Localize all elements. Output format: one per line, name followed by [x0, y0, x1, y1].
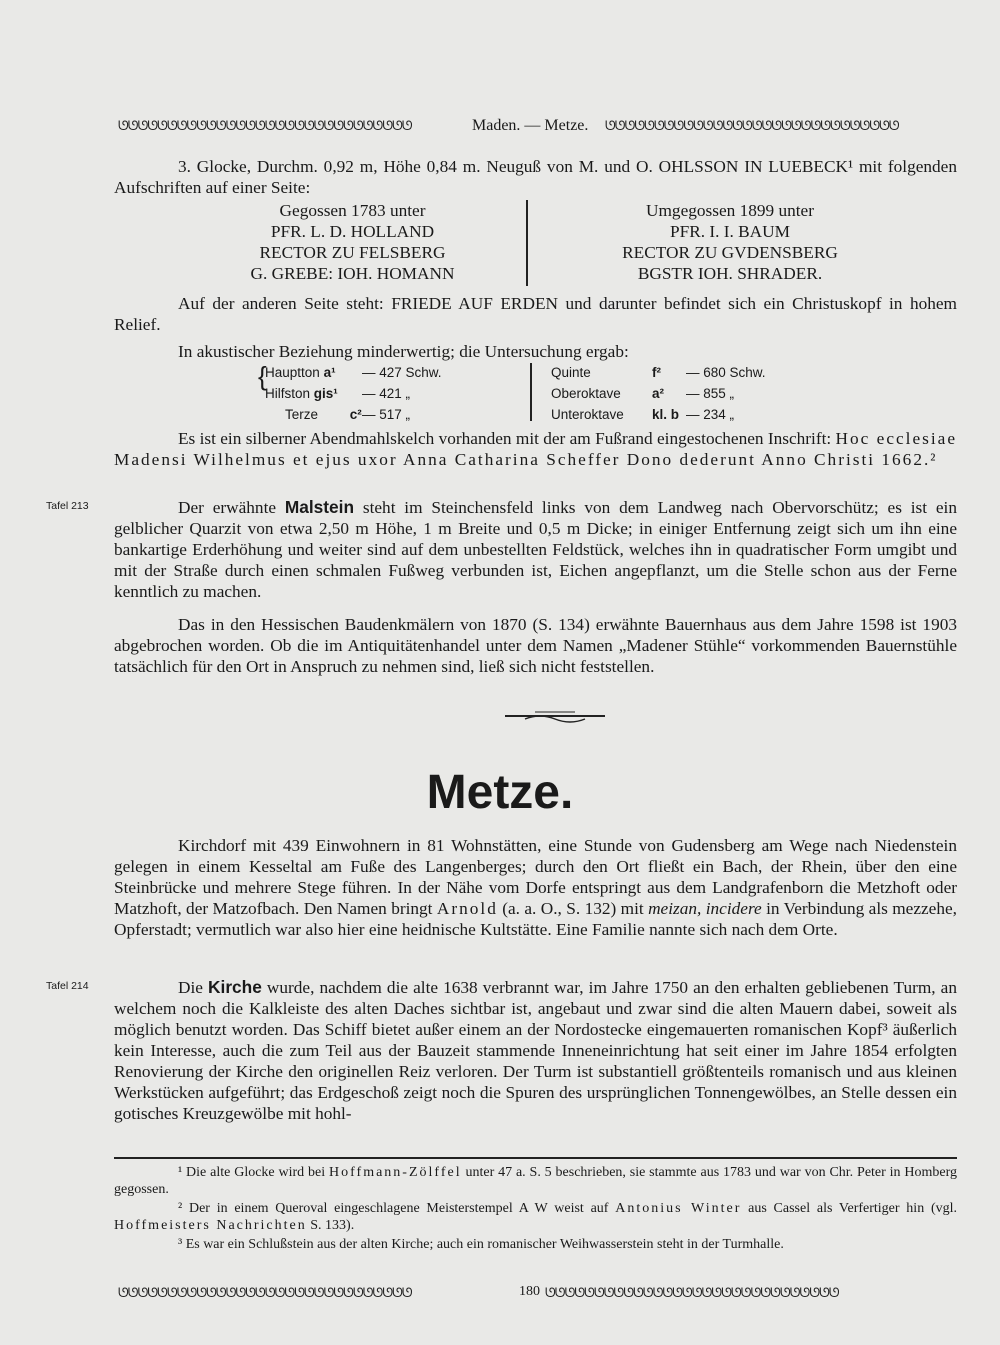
kirche-paragraph [114, 977, 957, 1124]
inscription-right-line: RECTOR ZU GVDENSBERG [622, 243, 838, 262]
tone-value: — 517 „ [362, 407, 411, 422]
footnote-text: ² Der in einem Queroval eingeschlagene Meisterstempel A W weist auf [178, 1201, 609, 1216]
tone-value: — 421 „ [362, 386, 411, 401]
tone-note: c² [349, 407, 362, 422]
running-header: Maden. — Metze. [472, 117, 589, 134]
chalice-inscription: Hoc ecclesiae Madensi Wilhelmus et ejus uxor Anna Catharina Scheffer Dono dederunt Anno Christi 1662.² [114, 429, 957, 469]
tone-note: a² [652, 386, 665, 401]
tone-value: — 234 „ [686, 407, 735, 422]
chalice-paragraph [114, 428, 957, 470]
tone-name: Oberoktave [551, 386, 621, 401]
metze-text: in Verbindung als mezzehe, Opferstadt; vermutlich war also hier eine heidnische Kultstätte. Eine Familie nannte sich nach dem Orte. [114, 899, 957, 939]
footnote-1 [114, 1164, 957, 1198]
footnote-author: Antonius Winter [615, 1201, 742, 1216]
inscription-left-line: Gegossen 1783 unter [279, 201, 426, 220]
inscription-left-line: RECTOR ZU FELSBERG [259, 243, 446, 262]
kirche-pre: Die [178, 978, 203, 997]
metze-text: (a. a. O., S. 132) mit [502, 899, 644, 918]
tone-value: — 427 Schw. [362, 365, 442, 380]
inscription-left-line: PFR. L. D. HOLLAND [270, 222, 435, 241]
tone-row [285, 406, 362, 423]
metze-intro-paragraph [114, 835, 957, 940]
footnote-text: aus Cassel als Verfertiger hin (vgl. [748, 1201, 957, 1216]
malstein-text: steht im Steinchensfeld links von dem Landweg nach Obervorschütz; es ist ein gelblicher Quarzit von etwa 2,50 m Höhe, 1 m Breite und 0,5 m Dicke; in einiger Entfernung zeigt sich um ihn eine bankartige Erderhöhung und weiter sind auf dem unbestellten Feldstück, welches ihn in quadratischer Form umgibt und mit der Straße durch einen schmalen Fußweg verbunden ist, Eichen angepflanzt, um die Stelle schon aus der Ferne kenntlich zu machen. [114, 498, 957, 601]
malstein-paragraph [114, 497, 957, 602]
header-ornament-left: ᘎᘎᘎᘎᘎᘎᘎᘎᘎᘎᘎᘎᘎᘎᘎᘎᘎᘎᘎᘎᘎᘎᘎᘎᘎᘎᘎᘎᘎᘎ [118, 118, 412, 133]
tone-name: Hauptton [265, 365, 320, 380]
bell-intro: 3. Glocke, Durchm. 0,92 m, Höhe 0,84 m. Neuguß von M. und O. OHLSSON IN LUEBECK¹ mit folgenden Aufschriften auf einer Seite: [114, 157, 957, 197]
acoustic-paragraph: In akustischer Beziehung minderwertig; die Untersuchung ergab: [178, 342, 629, 361]
tone-value: — 855 „ [686, 386, 735, 401]
tone-value: — 680 Schw. [686, 365, 766, 380]
inscription-right-line: BGSTR IOH. SHRADER. [637, 264, 823, 283]
chalice-lead: Es ist ein silberner Abendmahlskelch vorhanden mit der am Fußrand eingestochenen Inschrift: [178, 429, 832, 448]
footnote-2 [114, 1200, 957, 1234]
footer-ornament-right: ᘎᘎᘎᘎᘎᘎᘎᘎᘎᘎᘎᘎᘎᘎᘎᘎᘎᘎᘎᘎᘎᘎᘎᘎᘎᘎᘎᘎᘎᘎ [545, 1285, 839, 1300]
kirche-term: Kirche [208, 977, 262, 997]
inscription-left-line: G. GREBE: IOH. HOMANN [250, 264, 455, 283]
kirche-text: wurde, nachdem die alte 1638 verbrannt war, im Jahre 1750 an den erhalten gebliebenen Turm, an welchem noch die Kalkleiste des alten Daches sichtbar ist, angebaut und zwar sind die alten Mauern dabei, soweit als möglich benutzt worden. Das Schiff bietet außer einem an der Nordostecke eingemauerten romanischen Kopf³ äußerlich kein Interesse, auch die zum Teil aus der Bauzeit stammende Inneneinrichtung hat seit einer im Jahre 1854 erfolgten Renovierung der Kirche den originellen Reiz verloren. Der Turm ist substantiell größtenteils romanisch und aus kleinen Werkstücken aufgeführt; das Erdgeschoß zeigt noch die Spuren des ursprünglichen Tonnengewölbes, an Stelle dessen ein gotisches Kreuzgewölbe mit hohl- [114, 978, 957, 1123]
etymology-term: meizan, incidere [648, 899, 762, 918]
tone-note: f² [652, 365, 661, 380]
margin-note-tafel-214: Tafel 214 [46, 980, 89, 992]
inscription-left [180, 200, 525, 284]
malstein-term: Malstein [284, 497, 355, 517]
section-divider-ornament [505, 709, 605, 723]
bauernhaus-paragraph: Das in den Hessischen Baudenkmälern von 1870 (S. 134) erwähnte Bauernhaus aus dem Jahre 1598 ist 1903 abgebrochen worden. Ob die im Antiquitätenhandel unter dem Namen „Madener Stühle“ vorkommenden Bauernstühle tatsächlich für den Ort in Anspruch zu nehmen sind, ließ sich nicht feststellen. [114, 615, 957, 676]
metze-text: Kirchdorf mit 439 Einwohnern in 81 Wohnstätten, eine Stunde von Gudensberg am Wege nach Niedenstein gelegen in einem Kesseltal am Fuße des Langenberges; durch den Ort fließt ein Bach, der Rhein, über den eine Steinbrücke und mehrere Stege führen. In der Nähe vom Dorfe entspringt aus dem Landgrafenborn die Metzhoft oder Matzhoft, der Matzofbach. Den Namen bringt [114, 836, 957, 918]
tone-note: kl. b [652, 407, 680, 422]
tone-divider [530, 363, 532, 421]
footnote-text: S. 133). [310, 1218, 355, 1233]
footnote-author: Hoffmann-Zölffel [329, 1165, 462, 1180]
tone-name: Unteroktave [551, 407, 624, 422]
tone-name: Quinte [551, 365, 591, 380]
malstein-pre: Der erwähnte [178, 498, 277, 517]
page-number: 180 [519, 1284, 540, 1299]
footer-ornament-left: ᘎᘎᘎᘎᘎᘎᘎᘎᘎᘎᘎᘎᘎᘎᘎᘎᘎᘎᘎᘎᘎᘎᘎᘎᘎᘎᘎᘎᘎᘎ [118, 1285, 412, 1300]
footnote-3: ³ Es war ein Schlußstein aus der alten Kirche; auch ein romanischer Weihwasserstein steht in der Turmhalle. [178, 1237, 784, 1252]
margin-note-tafel-213: Tafel 213 [46, 500, 89, 512]
section-title: Metze. [426, 766, 574, 819]
tone-brace: { [258, 361, 267, 391]
other-side-paragraph: Auf der anderen Seite steht: FRIEDE AUF ERDEN und darunter befindet sich ein Christuskopf in hohem Relief. [114, 294, 957, 334]
tone-row [265, 364, 336, 381]
footnote-reference: Hoffmeisters Nachrichten [114, 1218, 307, 1233]
header-ornament-right: ᘎᘎᘎᘎᘎᘎᘎᘎᘎᘎᘎᘎᘎᘎᘎᘎᘎᘎᘎᘎᘎᘎᘎᘎᘎᘎᘎᘎᘎᘎ [605, 118, 899, 133]
author-name: Arnold [436, 899, 498, 918]
tone-row [265, 385, 338, 402]
footnote-text: unter 47 a. S. 5 beschrieben, sie stammte aus 1783 und war von Chr. Peter in Homberg gegossen. [114, 1165, 958, 1197]
inscription-right-line: Umgegossen 1899 unter [646, 201, 814, 220]
footnote-rule [114, 1157, 957, 1159]
inscription-divider [526, 200, 528, 286]
inscription-right [530, 200, 930, 284]
tone-name: Terze [285, 407, 319, 422]
tone-note: gis¹ [313, 386, 338, 401]
inscription-right-line: PFR. I. I. BAUM [669, 222, 791, 241]
tone-note: a¹ [323, 365, 336, 380]
footnote-text: ¹ Die alte Glocke wird bei [178, 1165, 326, 1180]
tone-name: Hilfston [265, 386, 311, 401]
